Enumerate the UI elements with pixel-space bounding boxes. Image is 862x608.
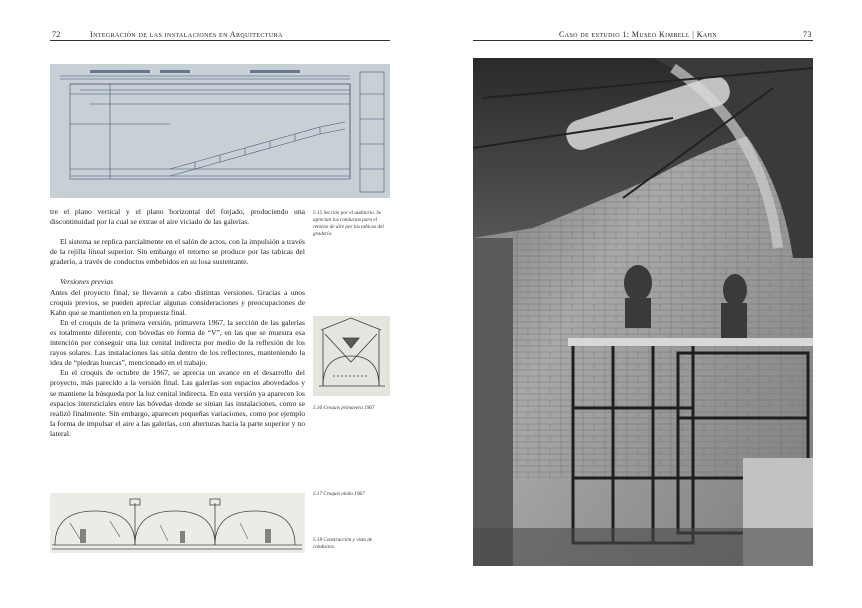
header-rule-right <box>473 40 813 41</box>
paragraph-1: tre el plano vertical y el plano horizontal del forjado, produciendo una discontinuidad por la cual se extrae el aire viciado de las galerías. <box>50 207 305 227</box>
sketch-spring-1967 <box>313 316 390 396</box>
page-number-right: 73 <box>803 30 812 39</box>
caption-fig-5-16: 5.16 Croquis primavera 1967 <box>313 405 375 411</box>
caption-fig-5-17: 5.17 Croquis otoño 1967 <box>313 491 365 497</box>
running-title-left: Integración de las instalaciones en Arquitectura <box>90 30 283 39</box>
paragraph-5: En el croquis de octubre de 1967, se aprecia un avance en el desarrollo del proyecto, más parecido a la versión final. Las galerías son espacios abovedados y se mantiene la búsqueda por la luz cenital indirecta. En esta versión ya aparecen los espacios intersticiales entre las bóvedas donde se sitúan las instalaciones, como se realizó finalmente. Sin embargo, aparecen pequeñas variaciones, como por ejemplo la forma de impulsar el aire a las galerías, con aberturas hacia la parte superior y no lateral. <box>50 368 305 438</box>
right-page <box>431 0 862 608</box>
paragraph-4: En el croquis de la primera versión, primavera 1967, la sección de las galerías es totalmente diferente, con bóvedas en forma de “V”, en las que se muestra esa intención por conseguir una luz cenital indirecta por medio de la reflexión de los rayos solares. Las instalaciones las sitúa dentro de los reflectores, manteniendo la idea de “piedras huecas”, mencionado en el trabajo. <box>50 317 305 368</box>
caption-fig-5-18: 5.18 Construcción y vista de conductos <box>313 537 373 550</box>
page-number-left: 72 <box>52 30 61 39</box>
section-heading: Versiones previas <box>60 277 114 287</box>
caption-fig-5-15: 5.15 Sección por el auditorio. Se aprecian los conductos para el retorno de aire por las tabicas del graderío. <box>313 210 384 237</box>
header-rule-left <box>50 40 390 41</box>
auditorium-section-drawing <box>50 64 390 198</box>
body-text <box>50 207 305 439</box>
paragraph-2: El sistema se replica parcialmente en el salón de actos, con la impulsión a través de la rejilla lineal superior. Sin embargo el retorno se produce por las tabicas del graderío, a través de conductos embebidos en su losa sustentante. <box>50 237 305 267</box>
sketch-autumn-1967 <box>50 493 305 553</box>
running-title-right: Caso de estudio 1: Museo Kimbell | Kahn <box>559 30 718 39</box>
paragraph-3: Antes del proyecto final, se llevaron a cabo distintas versiones. Gracias a unos croquis previos, se pueden apreciar algunas consideraciones y preocupaciones de Kahn que se mantienen en la propuesta final. <box>50 287 305 317</box>
construction-photo <box>473 58 813 566</box>
